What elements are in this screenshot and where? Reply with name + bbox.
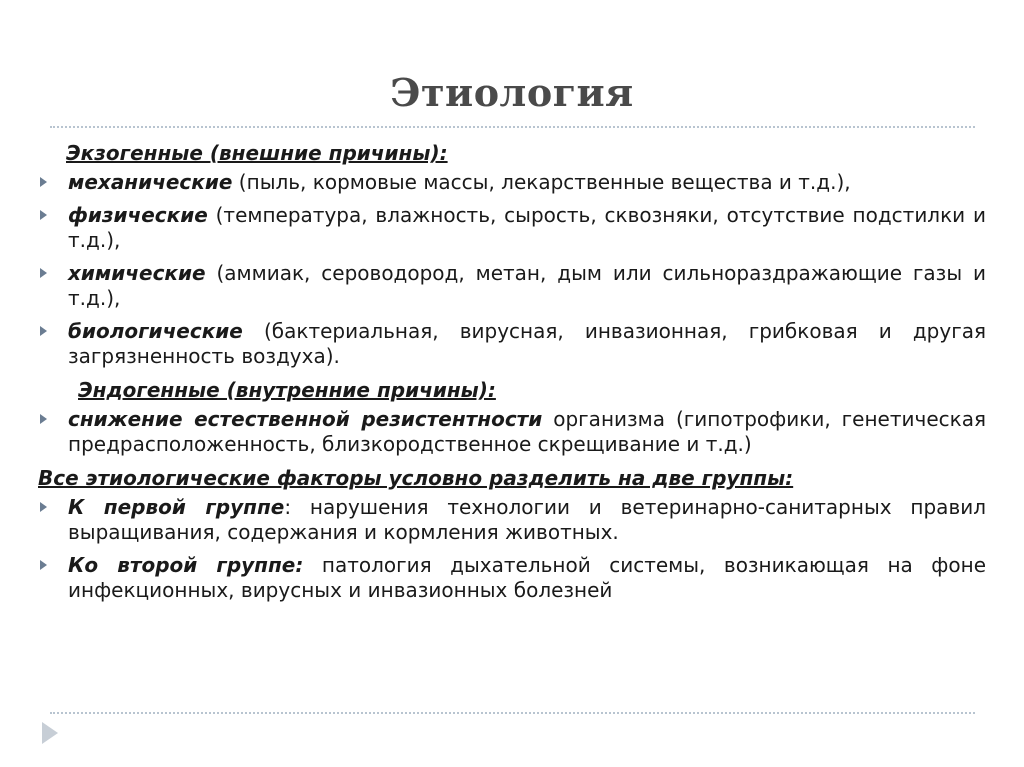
item-text: (температура, влажность, сырость, сквозняки, отсутствие подстилки и т.д.), bbox=[68, 203, 986, 252]
next-slide-arrow-icon[interactable] bbox=[42, 722, 58, 744]
list-item-resistance bbox=[38, 407, 986, 457]
bullet-arrow-icon bbox=[40, 502, 47, 512]
heading-endogenous: Эндогенные (внутренние причины): bbox=[78, 378, 496, 402]
item-key: биологические bbox=[68, 319, 243, 343]
bullet-arrow-icon bbox=[40, 560, 47, 570]
bullet-arrow-icon bbox=[40, 210, 47, 220]
item-text: : нарушения технологии и ветеринарно-санитарных правил выращивания, содержания и кормления животных. bbox=[68, 495, 987, 544]
list-item-physical bbox=[38, 203, 986, 253]
slide-content bbox=[38, 138, 986, 611]
item-text: патология дыхательной системы, возникающая на фоне инфекционных, вирусных и инвазионных болезней bbox=[68, 553, 986, 602]
item-key: К первой группе bbox=[68, 495, 285, 519]
heading-exogenous: Экзогенные (внешние причины): bbox=[66, 141, 448, 165]
item-key: снижение естественной резистентности bbox=[68, 407, 543, 431]
list-item-first-group bbox=[38, 495, 986, 545]
item-text: (аммиак, сероводород, метан, дым или сильнораздражающие газы и т.д.), bbox=[68, 261, 986, 310]
item-text: организма (гипотрофики, генетическая предрасположенность, близкородственное скрещивание и т.д.) bbox=[68, 407, 986, 456]
bottom-divider bbox=[50, 712, 975, 714]
bullet-arrow-icon bbox=[40, 268, 47, 278]
item-key: химические bbox=[68, 261, 206, 285]
list-item-second-group bbox=[38, 553, 986, 603]
item-key: механические bbox=[68, 170, 233, 194]
bullet-arrow-icon bbox=[40, 326, 47, 336]
bullet-arrow-icon bbox=[40, 177, 47, 187]
slide-title: Этиология bbox=[390, 70, 634, 115]
item-text: (бактериальная, вирусная, инвазионная, грибковая и другая загрязненность воздуха). bbox=[68, 319, 986, 368]
list-item-chemical bbox=[38, 261, 986, 311]
list-item-mechanical bbox=[38, 170, 986, 195]
item-key: Ко второй группе: bbox=[68, 553, 304, 577]
item-text: (пыль, кормовые массы, лекарственные вещества и т.д.), bbox=[232, 170, 851, 194]
list-item-biological bbox=[38, 319, 986, 369]
item-key: физические bbox=[68, 203, 208, 227]
top-divider bbox=[50, 126, 975, 128]
heading-groups: Все этиологические факторы условно разделить на две группы: bbox=[38, 466, 794, 490]
bullet-arrow-icon bbox=[40, 414, 47, 424]
